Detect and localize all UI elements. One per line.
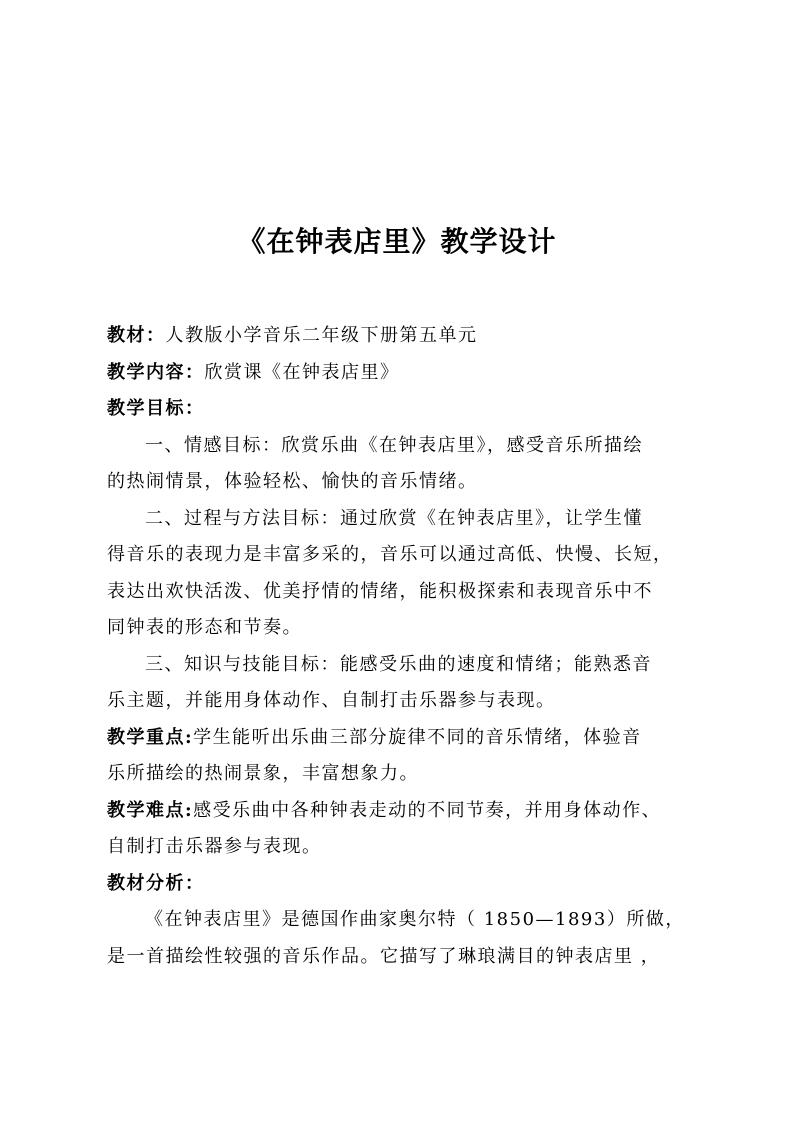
goals-heading-line — [107, 391, 697, 428]
difficulty-line-1 — [107, 793, 697, 830]
key-point-line-1 — [107, 720, 697, 757]
document-title: 《在钟表店里》教学设计 — [237, 225, 557, 258]
key-point-text-1: 学生能听出乐曲三部分旋律不同的音乐情绪，体验音 — [193, 726, 642, 748]
material-line — [107, 318, 697, 355]
analysis-heading-line — [107, 866, 697, 903]
document-body — [107, 318, 697, 975]
material-label: 教材： — [107, 325, 166, 346]
difficulty-label: 教学难点: — [107, 799, 194, 821]
analysis-line-2: 是一首描绘性较强的音乐作品。它描写了琳琅满目的钟表店里 ， — [107, 945, 661, 967]
knowledge-goal-line-2: 乐主题，并能用身体动作、自制打击乐器参与表现。 — [107, 690, 556, 711]
process-goal-line-4: 同钟表的形态和节奏。 — [107, 617, 302, 638]
emotion-goal-line-2: 的热闹情景，体验轻松、愉快的音乐情绪。 — [107, 471, 478, 492]
emotion-goal-line-1: 一、情感目标：欣赏乐曲《在钟表店里》，感受音乐所描绘 — [145, 434, 643, 456]
content-value: 欣赏课《在钟表店里》 — [204, 361, 400, 383]
content-line — [107, 355, 697, 392]
material-value: 人教版小学音乐二年级下册第五单元 — [165, 325, 478, 346]
goals-label: 教学目标： — [107, 398, 205, 419]
process-goal-line-1: 二、过程与方法目标：通过欣赏《在钟表店里》，让学生懂 — [145, 507, 643, 529]
difficulty-line-2: 自制打击乐器参与表现。 — [107, 836, 322, 857]
process-goal-line-3: 表达出欢快活泼、优美抒情的情绪，能积极探索和表现音乐中不 — [107, 580, 653, 602]
analysis-line-1: 《在钟表店里》是德国作曲家奥尔特（ 1850—1893）所做， — [145, 909, 685, 930]
process-goal-line-2: 得音乐的表现力是丰富多采的，音乐可以通过高低、快慢、长短， — [107, 544, 673, 565]
difficulty-text-1: 感受乐曲中各种钟表走动的不同节奏，并用身体动作、 — [193, 799, 662, 821]
key-point-label: 教学重点: — [107, 726, 194, 748]
content-label: 教学内容： — [107, 361, 205, 383]
knowledge-goal-line-1: 三、知识与技能目标：能感受乐曲的速度和情绪；能熟悉音 — [145, 653, 652, 675]
key-point-line-2: 乐所描绘的热闹景象，丰富想象力。 — [107, 763, 419, 784]
analysis-label: 教材分析： — [107, 872, 205, 894]
